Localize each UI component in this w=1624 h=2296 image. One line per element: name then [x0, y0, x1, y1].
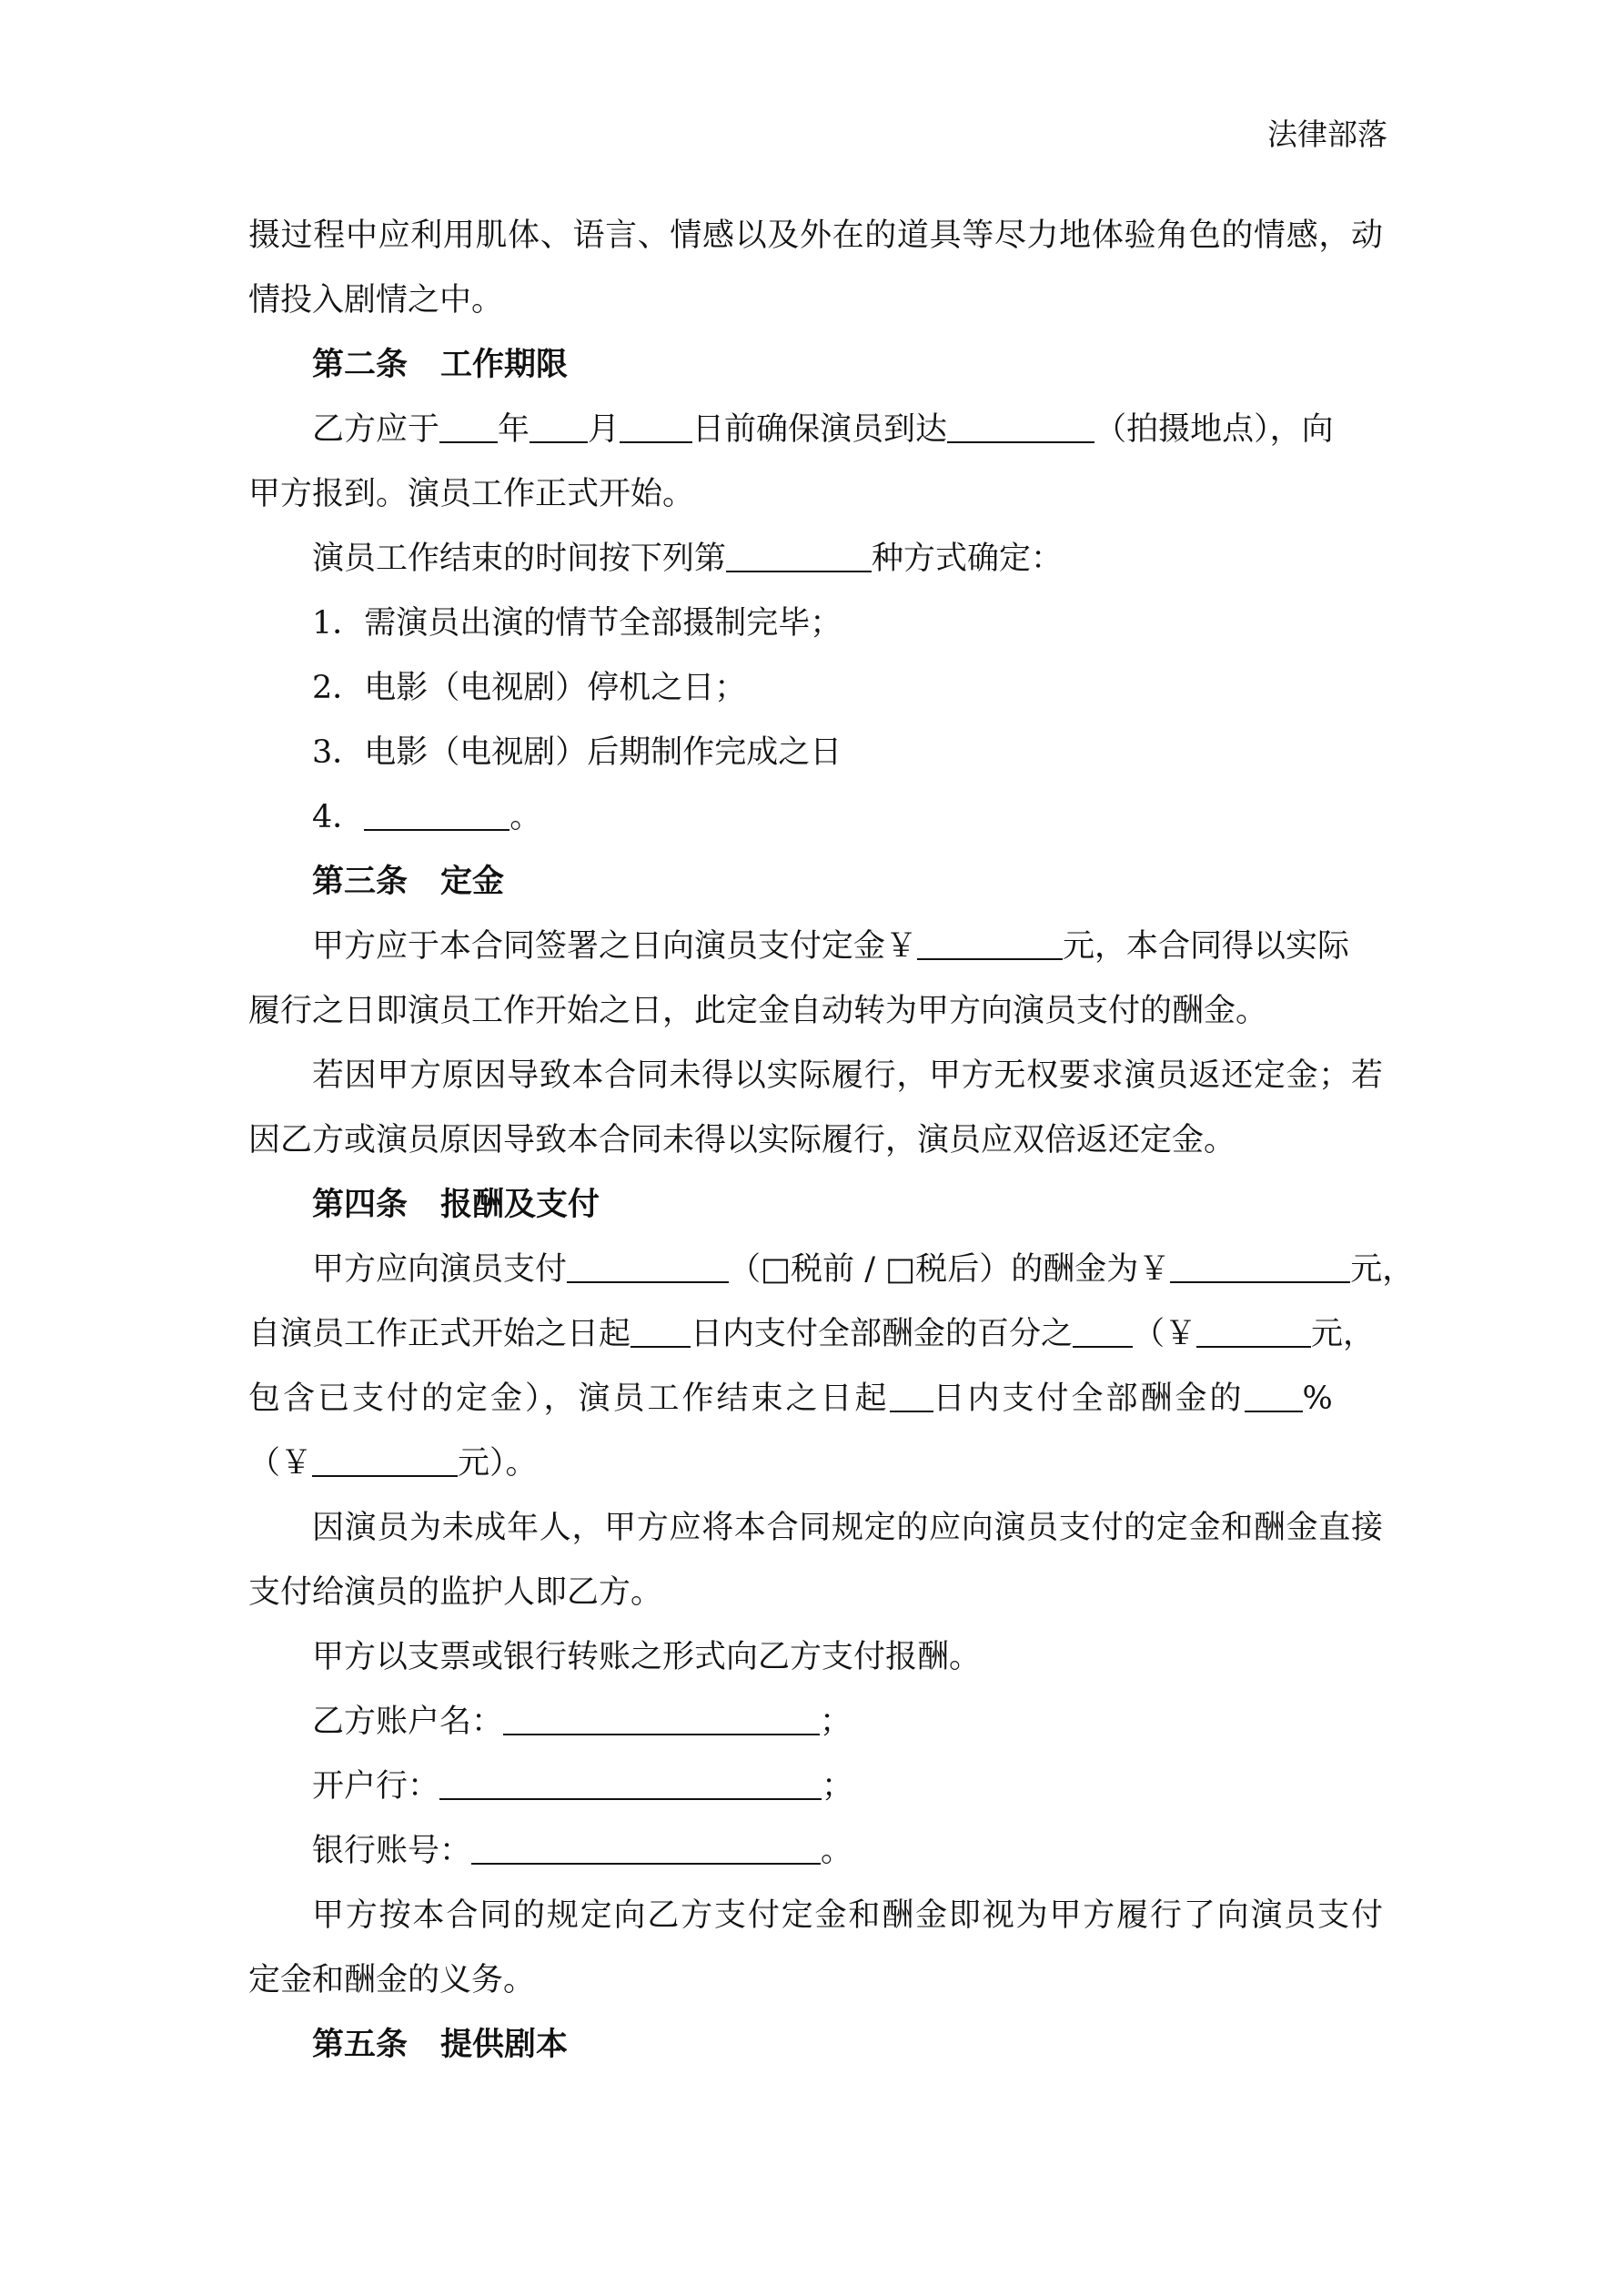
- text-fragment: 日内支付全部酬金的百分之: [691, 1316, 1074, 1352]
- article-title: 提供剧本: [440, 2027, 569, 2063]
- text-fragment: %: [1302, 1381, 1336, 1417]
- article-3-heading: [248, 850, 1383, 915]
- paragraph-line: 摄过程中应利用肌体、语言、情感以及外在的道具等尽力地体验角色的情感，动: [248, 217, 1383, 254]
- text-fragment: 月: [588, 411, 620, 448]
- paragraph-line: 甲方报到。演员工作正式开始。: [248, 476, 695, 512]
- text-fragment: 演员工作结束的时间按下列第: [312, 541, 727, 577]
- amount-blank[interactable]: [312, 1444, 458, 1477]
- field-label: 开户行：: [312, 1768, 440, 1805]
- article-number: 第二条: [312, 347, 409, 383]
- day-blank[interactable]: [620, 410, 692, 443]
- year-blank[interactable]: [439, 410, 498, 443]
- text-fragment: （拍摄地点），向: [1094, 411, 1334, 448]
- list-item: 3．电影（电视剧）后期制作完成之日: [312, 734, 842, 771]
- percent-blank[interactable]: [1073, 1315, 1133, 1348]
- option-4-blank[interactable]: [364, 798, 509, 831]
- article-number: 第四条: [312, 1187, 409, 1223]
- text-fragment: （□税前 / □税后）的酬金为￥: [729, 1251, 1171, 1288]
- article-2-heading: [248, 333, 1383, 398]
- bank-blank[interactable]: [439, 1767, 822, 1800]
- remuneration-type-blank[interactable]: [567, 1250, 729, 1283]
- article-4-heading: [248, 1173, 1383, 1238]
- text-fragment: 4．: [312, 799, 365, 835]
- list-item: 1．需演员出演的情节全部摄制完毕；: [312, 605, 842, 642]
- article-5-heading: [248, 2013, 1383, 2078]
- remuneration-amount-blank[interactable]: [1170, 1250, 1350, 1283]
- text-fragment: 元，本合同得以实际: [1063, 928, 1350, 965]
- text-fragment: 种方式确定：: [872, 541, 1064, 577]
- article-title: 定金: [440, 864, 505, 900]
- payment-schedule-line: [248, 1367, 1383, 1431]
- paragraph-line: 若因甲方原因导致本合同未得以实际履行，甲方无权要求演员返还定金；若: [312, 1057, 1383, 1094]
- text-fragment: 日内支付全部酬金的: [933, 1381, 1245, 1417]
- paragraph-line: 支付给演员的监护人即乙方。: [248, 1574, 663, 1611]
- deposit-amount-blank[interactable]: [917, 927, 1063, 960]
- text-fragment: （￥: [248, 1445, 313, 1482]
- text-fragment: 乙方应于: [312, 411, 440, 448]
- days-blank[interactable]: [890, 1380, 933, 1412]
- field-label: 银行账号：: [312, 1833, 472, 1869]
- payment-schedule-line: [248, 1431, 1383, 1496]
- text-fragment: 。: [509, 799, 542, 835]
- field-label: 乙方账户名：: [312, 1704, 504, 1740]
- text-fragment: （￥: [1133, 1316, 1197, 1352]
- text-fragment: ；: [820, 1704, 852, 1740]
- method-blank[interactable]: [726, 540, 872, 572]
- text-fragment: 元，: [1350, 1251, 1415, 1288]
- paragraph-line: 履行之日即演员工作开始之日，此定金自动转为甲方向演员支付的酬金。: [248, 993, 1268, 1029]
- text-fragment: 甲方应向演员支付: [312, 1251, 568, 1288]
- paragraph-line: 甲方按本合同的规定向乙方支付定金和酬金即视为甲方履行了向演员支付: [312, 1897, 1383, 1934]
- paragraph-line: 情投入剧情之中。: [248, 282, 504, 319]
- remuneration-line: [248, 1238, 1415, 1302]
- bank-line: [248, 1755, 1383, 1819]
- text-fragment: 元，: [1311, 1316, 1376, 1352]
- account-number-line: [248, 1819, 1383, 1884]
- end-method-line: [248, 527, 1383, 592]
- percent-blank[interactable]: [1245, 1380, 1303, 1412]
- text-fragment: 年: [498, 411, 530, 448]
- days-blank[interactable]: [630, 1315, 691, 1348]
- text-fragment: 元）。: [458, 1445, 538, 1482]
- article-title: 工作期限: [440, 347, 569, 383]
- location-blank[interactable]: [947, 410, 1094, 443]
- article-number: 第五条: [312, 2027, 409, 2063]
- text-fragment: 甲方应于本合同签署之日向演员支付定金￥: [312, 928, 918, 965]
- amount-blank[interactable]: [1196, 1315, 1311, 1348]
- account-name-line: [248, 1690, 1383, 1755]
- paragraph-line: 定金和酬金的义务。: [248, 1962, 536, 1998]
- article-number: 第三条: [312, 864, 409, 900]
- deposit-line: [248, 915, 1383, 979]
- contract-body: [248, 204, 1415, 2078]
- paragraph-line: 因乙方或演员原因导致本合同未得以实际履行，演员应双倍返还定金。: [248, 1122, 1236, 1158]
- month-blank[interactable]: [530, 410, 588, 443]
- report-date-line: [248, 398, 1383, 462]
- paragraph-line: 因演员为未成年人，甲方应将本合同规定的应向演员支付的定金和酬金直接: [312, 1510, 1383, 1546]
- paragraph-line: 甲方以支票或银行转账之形式向乙方支付报酬。: [312, 1639, 982, 1675]
- text-fragment: 自演员工作正式开始之日起: [248, 1316, 631, 1352]
- text-fragment: ；: [822, 1768, 854, 1805]
- text-fragment: 日前确保演员到达: [692, 411, 948, 448]
- article-title: 报酬及支付: [440, 1187, 600, 1223]
- text-fragment: 包含已支付的定金），演员工作结束之日起: [248, 1381, 890, 1417]
- payment-schedule-line: [248, 1302, 1383, 1367]
- list-item: 2．电影（电视剧）停机之日；: [312, 670, 747, 706]
- list-item: [248, 785, 1383, 850]
- account-number-blank[interactable]: [471, 1832, 821, 1865]
- header-brand: 法律部落: [1267, 116, 1387, 152]
- account-name-blank[interactable]: [503, 1703, 820, 1735]
- text-fragment: 。: [821, 1833, 853, 1869]
